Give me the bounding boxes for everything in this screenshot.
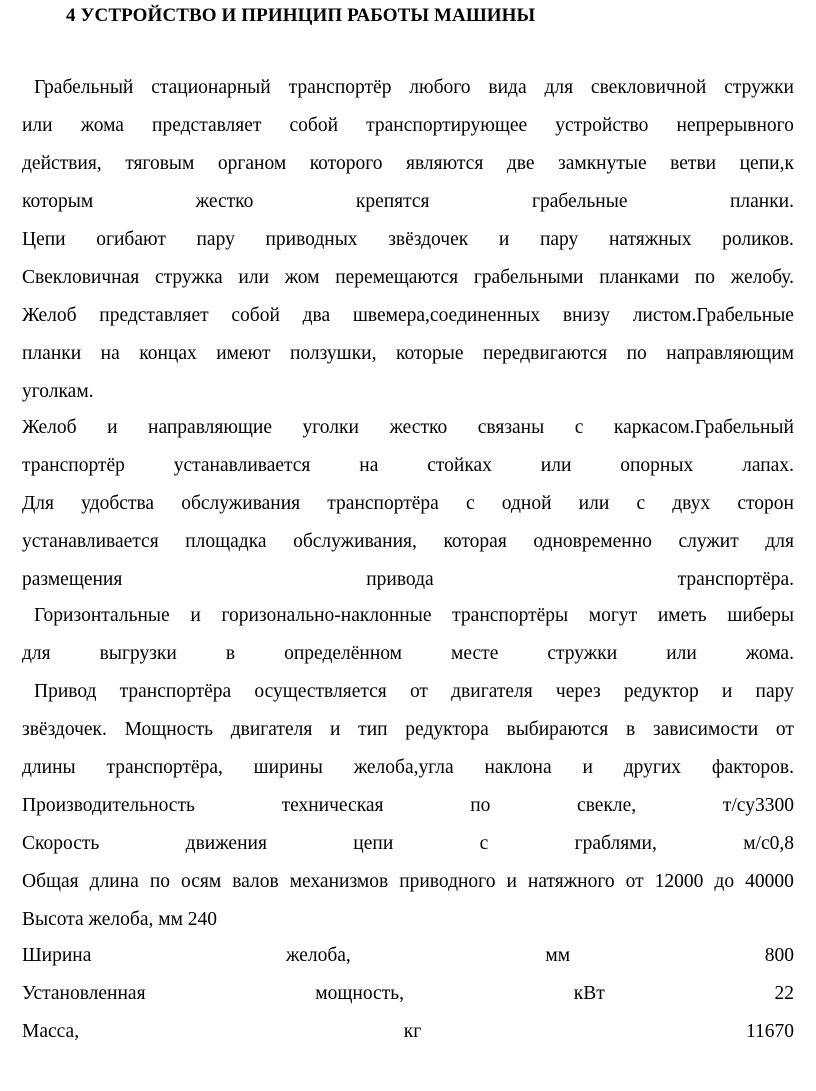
text-line [22, 870, 794, 894]
word: осуществляется [254, 681, 387, 702]
word: кг [403, 1021, 422, 1042]
word: лапах. [742, 455, 794, 476]
word: стружки [724, 77, 794, 98]
word: и [190, 605, 201, 626]
word: приводного [399, 871, 496, 892]
word: валов [232, 871, 279, 892]
word: устройство [555, 115, 649, 136]
word: транспортёр [288, 77, 392, 98]
word: от [625, 871, 644, 892]
word: Горизонтальные [34, 605, 170, 626]
text-line [34, 604, 794, 628]
text-line: Высота желоба, мм 240 [22, 909, 218, 930]
word: стружка [154, 267, 223, 288]
text-line [22, 152, 794, 176]
word: пару [196, 229, 235, 250]
word: перемещаются [335, 267, 459, 288]
word: представляет [152, 115, 262, 136]
word: которым [22, 191, 94, 212]
word: цепи,к [739, 153, 794, 174]
word: пару [539, 229, 579, 250]
word: действия, [22, 153, 102, 174]
word: 11670 [745, 1021, 794, 1042]
word: цепи [353, 833, 394, 854]
word: двигателя [230, 719, 313, 740]
word: 22 [774, 983, 794, 1004]
word: жом [284, 267, 320, 288]
word: Желоб [22, 305, 77, 326]
word: граблями, [574, 833, 657, 854]
word: стойках [427, 455, 492, 476]
word: других [623, 757, 682, 778]
word: роликов. [722, 229, 794, 250]
word: непрерывного [676, 115, 794, 136]
word: месте [451, 643, 499, 664]
word: планки [22, 343, 82, 364]
word: редуктор [623, 681, 699, 702]
word: Установленная [22, 983, 146, 1004]
word: от [409, 681, 428, 702]
text-line [22, 190, 794, 214]
word: выбираются [506, 719, 609, 740]
text-line [22, 454, 794, 478]
word: Масса, [22, 1021, 80, 1042]
word: являются [405, 153, 484, 174]
word: 40000 [745, 871, 794, 892]
word: желоба, [286, 945, 351, 966]
word: планками [599, 267, 680, 288]
word: устанавливается [173, 455, 311, 476]
word: звёздочек. [22, 719, 107, 740]
word: швемера,соединенных [352, 305, 541, 326]
word: на [100, 343, 120, 364]
word: планки. [729, 191, 794, 212]
word: свекле, [577, 795, 637, 816]
word: или [238, 267, 270, 288]
word: м/с0,8 [743, 833, 794, 854]
word: с [574, 417, 584, 438]
word: Свекловичная [22, 267, 140, 288]
word: по [694, 267, 716, 288]
word: или [22, 115, 53, 136]
word: Для [22, 493, 55, 514]
text-line [22, 304, 794, 328]
word: Грабельный [34, 77, 134, 98]
word: удобства [81, 493, 155, 514]
word: Желоб [22, 417, 77, 438]
word: и [330, 719, 341, 740]
word: жестко [195, 191, 254, 212]
word: тип [358, 719, 388, 740]
word: натяжных [608, 229, 692, 250]
word: приводных [265, 229, 358, 250]
text-line [22, 530, 794, 554]
word: вида [488, 77, 527, 98]
word: транспортёра [327, 493, 439, 514]
word: собой [289, 115, 339, 136]
word: и [582, 757, 593, 778]
word: редуктора [405, 719, 489, 740]
word: двигателя [451, 681, 533, 702]
word: с [636, 493, 646, 514]
word: одной [501, 493, 552, 514]
word: жестко [389, 417, 448, 438]
word: любого [409, 77, 471, 98]
word: площадка [185, 531, 267, 552]
word: жома. [745, 643, 794, 664]
text-line [22, 266, 794, 290]
word: 800 [764, 945, 794, 966]
text-line [22, 756, 794, 780]
word: и [107, 417, 118, 438]
word: сторон [737, 493, 794, 514]
word: служит [678, 531, 739, 552]
word: выгрузки [99, 643, 177, 664]
text-line [34, 76, 794, 100]
word: листом.Грабельные [632, 305, 794, 326]
word: механизмов [289, 871, 389, 892]
word: по [470, 795, 491, 816]
word: грабельными [473, 267, 584, 288]
word: двух [672, 493, 711, 514]
text-line [22, 492, 794, 516]
word: и [721, 681, 733, 702]
word: с [465, 493, 475, 514]
word: до [714, 871, 735, 892]
word: Мощность [124, 719, 213, 740]
word: огибают [96, 229, 166, 250]
word: Цепи [22, 229, 66, 250]
word: транспортёра. [677, 569, 794, 590]
word: обслуживания, [293, 531, 417, 552]
word: жома [80, 115, 124, 136]
word: по [149, 871, 171, 892]
word: концах [139, 343, 197, 364]
word: Привод [34, 681, 97, 702]
word: Ширина [22, 945, 92, 966]
word: которая [443, 531, 507, 552]
word: шиберы [727, 605, 794, 626]
word: ширины [253, 757, 323, 778]
word: и [498, 229, 510, 250]
word: или [666, 643, 697, 664]
word: для [22, 643, 51, 664]
word: два [302, 305, 331, 326]
word: которые [395, 343, 464, 364]
word: мм [545, 945, 571, 966]
word: имеют [216, 343, 271, 364]
word: или [540, 455, 572, 476]
word: собой [231, 305, 280, 326]
word: осям [181, 871, 222, 892]
word: органом [217, 153, 287, 174]
word: по [626, 343, 647, 364]
word: замкнутые [558, 153, 647, 174]
text-line: уголкам. [22, 381, 94, 402]
text-line [22, 794, 794, 818]
word: длина [89, 871, 139, 892]
word: техническая [281, 795, 384, 816]
word: на [359, 455, 379, 476]
word: транспортёра [119, 681, 232, 702]
word: транспортёра, [106, 757, 223, 778]
word: каркасом.Грабельный [613, 417, 794, 438]
text-line [22, 114, 794, 138]
word: 12000 [654, 871, 704, 892]
text-line [22, 416, 794, 440]
word: связаны [477, 417, 545, 438]
word: в [625, 719, 636, 740]
section-heading: 4 УСТРОЙСТВО И ПРИНЦИП РАБОТЫ МАШИНЫ [66, 5, 536, 26]
word: уголки [302, 417, 359, 438]
word: транспортирующее [366, 115, 528, 136]
word: ветви [670, 153, 717, 174]
word: стационарный [151, 77, 271, 98]
word: свекловичной [590, 77, 707, 98]
word: направляющим [666, 343, 794, 364]
word: ползушки, [289, 343, 377, 364]
word: Общая [22, 871, 79, 892]
word: зависимости [652, 719, 759, 740]
word: и [506, 871, 517, 892]
word: для [544, 77, 574, 98]
word: представляет [99, 305, 209, 326]
word: устанавливается [22, 531, 159, 552]
word: две [506, 153, 535, 174]
word: с [479, 833, 489, 854]
text-line [34, 680, 794, 704]
word: транспортёр [22, 455, 125, 476]
word: или [578, 493, 610, 514]
word: привода [366, 569, 434, 590]
word: факторов. [711, 757, 794, 778]
word: направляющие [148, 417, 273, 438]
word: наклона [484, 757, 552, 778]
word: транспортёры [452, 605, 569, 626]
word: горизонально-наклонные [221, 605, 432, 626]
word: натяжного [527, 871, 615, 892]
word: обслуживания [181, 493, 301, 514]
word: размещения [22, 569, 123, 590]
text-line [22, 342, 794, 366]
text-line [22, 1020, 794, 1044]
text-line [22, 832, 794, 856]
word: для [765, 531, 794, 552]
word: пару [755, 681, 794, 702]
word: звёздочек [388, 229, 469, 250]
word: Скорость [22, 833, 100, 854]
word: длины [22, 757, 76, 778]
text-line [22, 982, 794, 1006]
word: от [775, 719, 794, 740]
text-line [22, 228, 794, 252]
word: движения [185, 833, 267, 854]
word: стружки [547, 643, 618, 664]
word: грабельные [531, 191, 628, 212]
word: опорных [620, 455, 694, 476]
word: желоба,угла [353, 757, 454, 778]
word: которого [309, 153, 383, 174]
text-line [22, 718, 794, 742]
word: желобу. [730, 267, 794, 288]
word: мощность, [315, 983, 405, 1004]
word: могут [588, 605, 638, 626]
word: передвигаются [482, 343, 608, 364]
word: тяговым [125, 153, 195, 174]
text-line [22, 944, 794, 968]
word: через [555, 681, 601, 702]
word: внизу [562, 305, 610, 326]
word: в [225, 643, 236, 664]
text-line [22, 642, 794, 666]
word: определённом [284, 643, 402, 664]
word: одновременно [533, 531, 652, 552]
word: крепятся [355, 191, 430, 212]
word: кВт [573, 983, 605, 1004]
word: т/су3300 [722, 795, 794, 816]
word: Производительность [22, 795, 195, 816]
text-line [22, 568, 794, 592]
word: иметь [657, 605, 707, 626]
